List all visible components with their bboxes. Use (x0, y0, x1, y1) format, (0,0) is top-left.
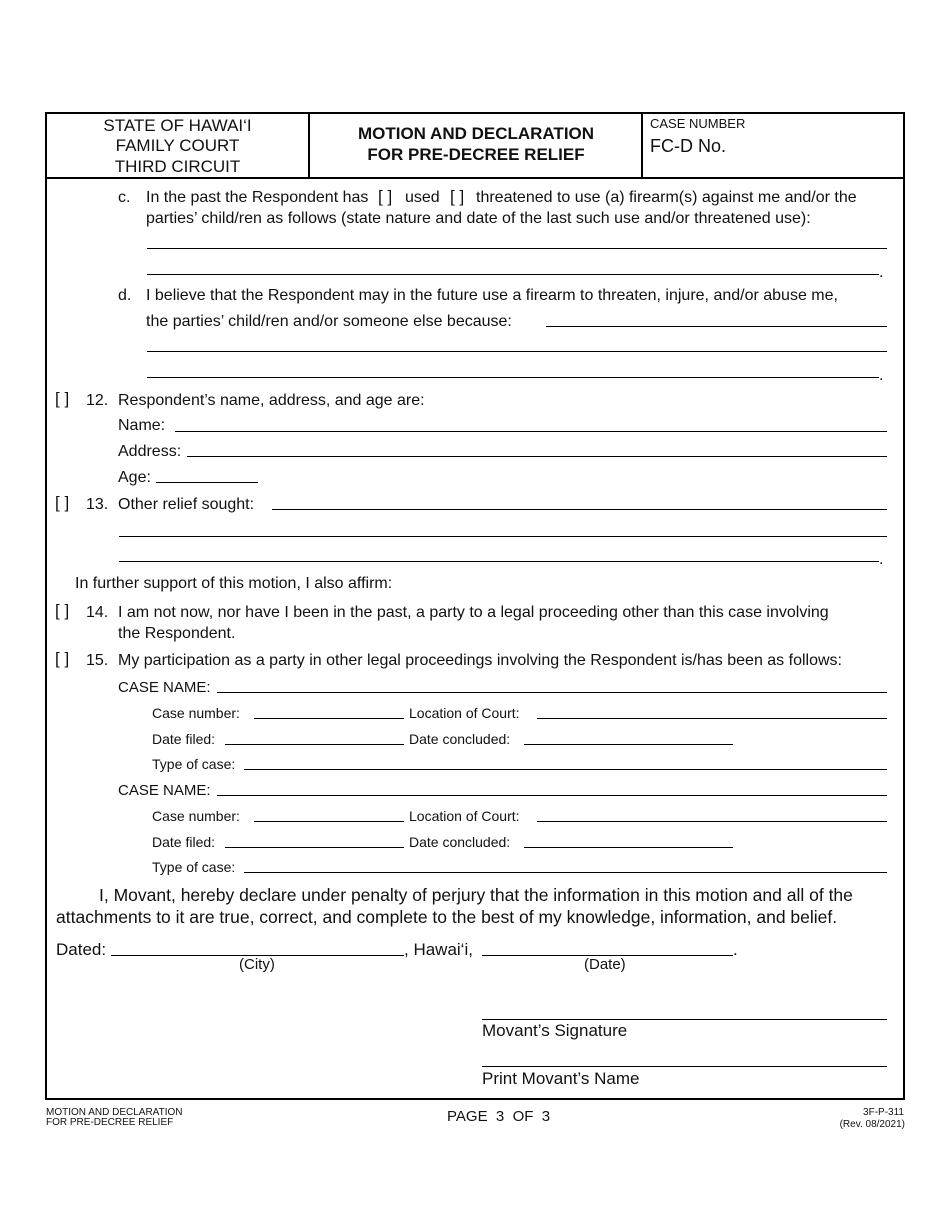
case-1-number-label: Case number: (152, 705, 240, 721)
dated-hawaii-text: , Hawai‘i, (404, 940, 473, 959)
declaration-line-2: attachments to it are true, correct, and complete to the best of my knowledge, information, and belief. (56, 907, 838, 927)
case-1-date-concluded-field[interactable] (524, 744, 733, 745)
other-relief-period: . (879, 551, 884, 568)
case-2-number-label: Case number: (152, 808, 240, 824)
movant-name-line[interactable] (482, 1066, 887, 1067)
item-14-number: 14. (86, 604, 109, 621)
item-c-threatened-checkbox[interactable]: [ ] (450, 187, 465, 206)
case-1-location-label: Location of Court: (409, 705, 520, 721)
case-2-date-filed-field[interactable] (225, 847, 404, 848)
respondent-address-field[interactable] (187, 456, 887, 457)
print-movant-name-label: Print Movant’s Name (482, 1069, 640, 1088)
case-2-name-label: CASE NAME: (118, 782, 211, 799)
footer-form-title-line-2: FOR PRE-DECREE RELIEF (46, 1117, 174, 1128)
case-2-location-field[interactable] (537, 821, 887, 822)
form-title-line-1: MOTION AND DECLARATION (357, 124, 595, 143)
page-indicator: PAGE 3 OF 3 (447, 1108, 551, 1125)
item-14-line-1: I am not now, nor have I been in the past, a party to a legal proceeding other than this case involving (118, 604, 829, 621)
declaration-line-1: I, Movant, hereby declare under penalty of perjury that the information in this motion and all of the (99, 885, 853, 905)
case-number-label: CASE NUMBER (650, 116, 746, 131)
case-2-type-field[interactable] (244, 872, 887, 873)
respondent-age-field[interactable] (156, 482, 258, 483)
case-2-date-concluded-field[interactable] (524, 847, 733, 848)
respondent-name-label: Name: (118, 417, 166, 434)
case-1-location-field[interactable] (537, 718, 887, 719)
case-1-type-label: Type of case: (152, 756, 236, 772)
header-divider (45, 177, 903, 179)
item-d-line-2: the parties’ child/ren and/or someone else because: (146, 313, 512, 330)
case-2-number-field[interactable] (254, 821, 404, 822)
case-number-value[interactable]: FC-D No. (650, 136, 726, 156)
respondent-name-field[interactable] (175, 431, 887, 432)
movant-signature-line[interactable] (482, 1019, 887, 1020)
item-15-checkbox[interactable]: [ ] (55, 649, 70, 668)
item-12-number: 12. (86, 392, 109, 409)
item-13-number: 13. (86, 496, 109, 513)
item-c-period: . (879, 264, 884, 281)
footer-form-title-line-1: MOTION AND DECLARATION (46, 1107, 183, 1118)
case-1-name-label: CASE NAME: (118, 679, 211, 696)
form-revision: (Rev. 08/2021) (839, 1119, 905, 1130)
dated-period: . (733, 940, 738, 959)
case-1-date-filed-field[interactable] (225, 744, 404, 745)
item-15-number: 15. (86, 652, 109, 669)
item-c-letter: c. (118, 189, 131, 206)
date-caption: (Date) (584, 956, 626, 973)
item-c-used-checkbox[interactable]: [ ] (378, 187, 393, 206)
item-12-checkbox[interactable]: [ ] (55, 389, 70, 408)
other-relief-line-2[interactable] (119, 561, 879, 562)
case-1-name-field[interactable] (217, 692, 887, 693)
item-c-text-b: threatened to use (a) firearm(s) against me and/or the (476, 189, 857, 206)
form-title-line-2: FOR PRE-DECREE RELIEF (367, 145, 585, 164)
item-c-answer-line-1[interactable] (147, 248, 887, 249)
other-relief-line-1[interactable] (119, 536, 887, 537)
item-14-line-2: the Respondent. (118, 625, 236, 642)
item-d-period: . (879, 367, 884, 384)
item-13-checkbox[interactable]: [ ] (55, 493, 70, 512)
item-d-line-1: I believe that the Respondent may in the future use a firearm to threaten, injure, and/or abuse me, (146, 287, 838, 304)
item-d-answer-line-0[interactable] (546, 326, 887, 327)
item-d-answer-line-2[interactable] (147, 377, 879, 378)
movant-signature-label: Movant’s Signature (482, 1021, 628, 1040)
item-d-answer-line-1[interactable] (147, 351, 887, 352)
court-line-2: FAMILY COURT (115, 136, 240, 155)
case-1-date-filed-label: Date filed: (152, 731, 216, 747)
item-c-used-label: used (405, 189, 440, 206)
item-c-line-2: parties’ child/ren as follows (state nature and date of the last such use and/or threatened use): (146, 210, 811, 227)
item-14-checkbox[interactable]: [ ] (55, 601, 70, 620)
respondent-age-label: Age: (118, 469, 151, 486)
court-line-1: STATE OF HAWAI‘I (103, 116, 252, 135)
dated-label: Dated: (56, 940, 107, 959)
case-2-name-field[interactable] (217, 795, 887, 796)
item-c-answer-line-2[interactable] (147, 274, 879, 275)
case-2-date-filed-label: Date filed: (152, 834, 216, 850)
case-2-type-label: Type of case: (152, 859, 236, 875)
respondent-address-label: Address: (118, 443, 182, 460)
case-2-location-label: Location of Court: (409, 808, 520, 824)
item-12-text: Respondent’s name, address, and age are: (118, 392, 425, 409)
item-15-text: My participation as a party in other legal proceedings involving the Respondent is/has been as follows: (118, 652, 842, 669)
form-number: 3F-P-311 (863, 1107, 904, 1118)
case-1-date-concluded-label: Date concluded: (409, 731, 511, 747)
court-line-3: THIRD CIRCUIT (114, 157, 241, 176)
case-1-number-field[interactable] (254, 718, 404, 719)
case-1-type-field[interactable] (244, 769, 887, 770)
item-d-letter: d. (118, 287, 132, 304)
other-relief-line-0[interactable] (272, 509, 887, 510)
further-support-text: In further support of this motion, I also affirm: (75, 575, 393, 592)
city-caption: (City) (239, 956, 275, 973)
item-c-text-a: In the past the Respondent has (146, 189, 369, 206)
item-13-text: Other relief sought: (118, 496, 255, 513)
case-2-date-concluded-label: Date concluded: (409, 834, 511, 850)
